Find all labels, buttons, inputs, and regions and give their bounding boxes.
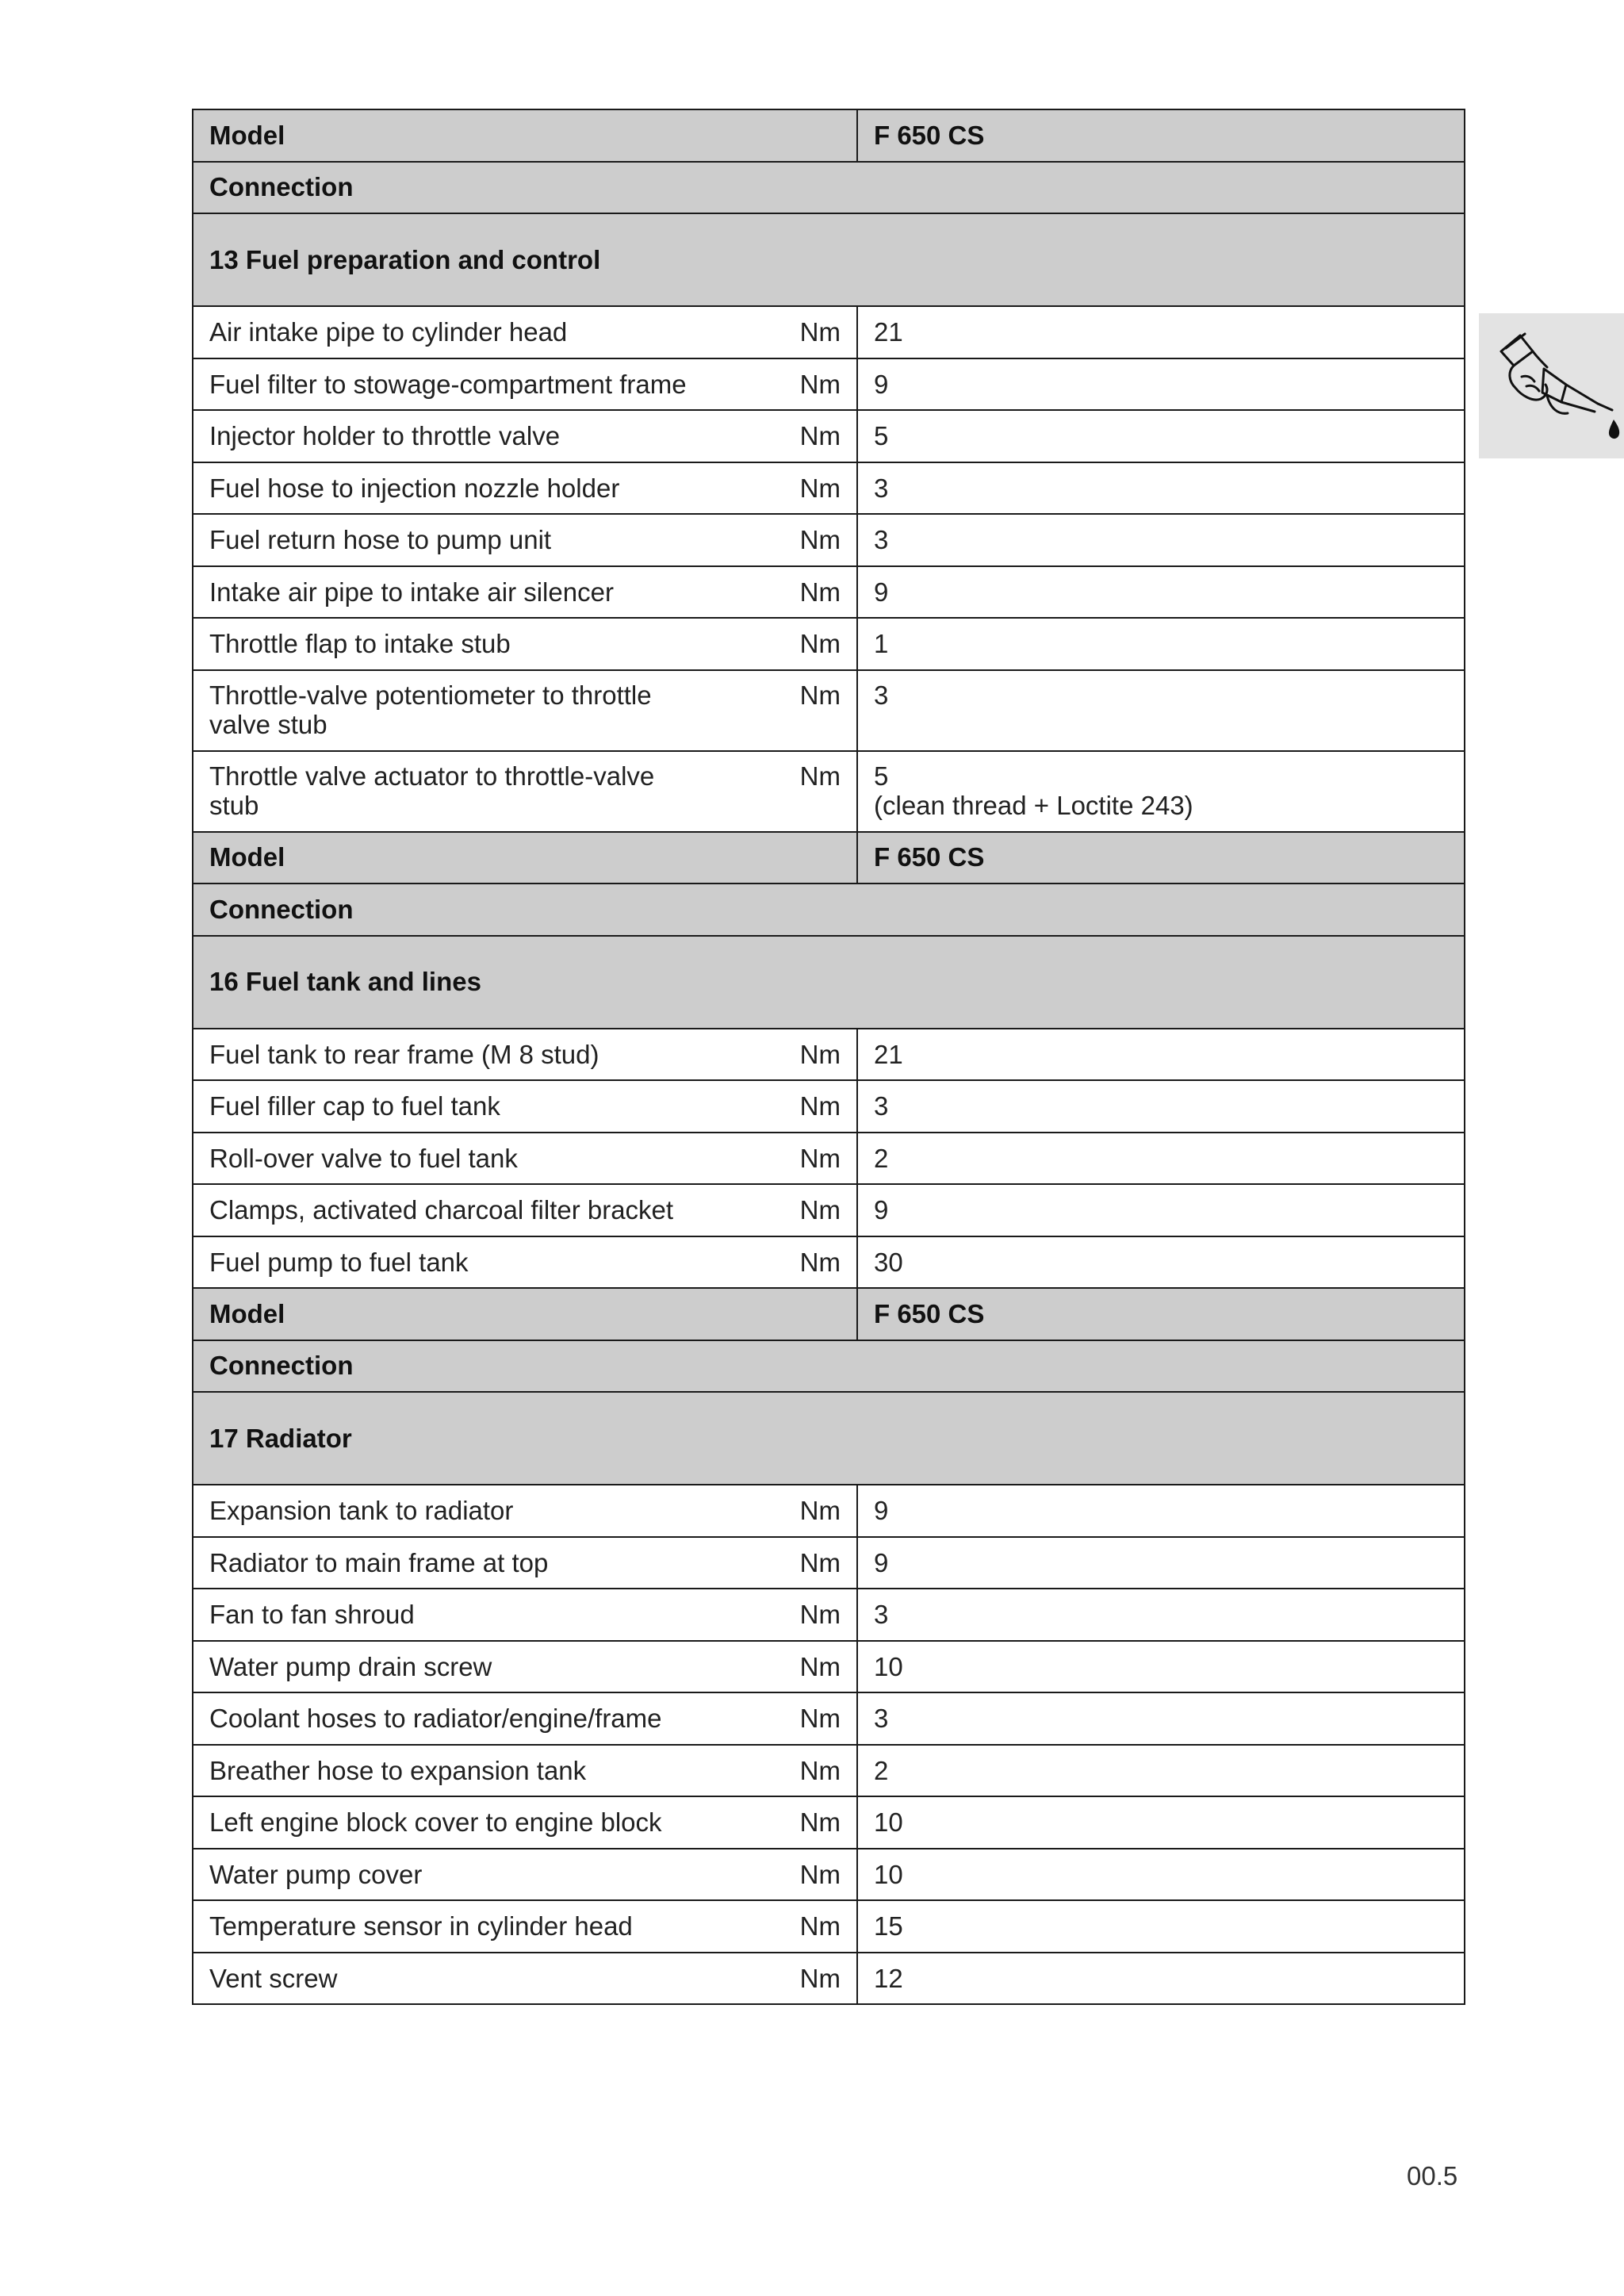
torque-unit: Nm xyxy=(799,680,841,710)
connection-header-row xyxy=(193,884,1465,936)
torque-value: 9 xyxy=(874,1496,889,1526)
torque-value: 3 xyxy=(874,1704,889,1734)
torque-value-cell xyxy=(857,1236,1465,1289)
torque-value: 3 xyxy=(874,1600,889,1630)
connection-label: Connection xyxy=(193,884,1465,936)
torque-value: 3 xyxy=(874,680,889,710)
connection-cell xyxy=(193,358,857,411)
torque-unit: Nm xyxy=(799,1963,841,1993)
table-row xyxy=(193,1692,1465,1745)
torque-value-cell xyxy=(857,1900,1465,1953)
model-header-row xyxy=(193,109,1465,162)
connection-cell xyxy=(193,1953,857,2005)
connection-description: Fuel hose to injection nozzle holder xyxy=(209,473,620,503)
section-title-row xyxy=(193,936,1465,1029)
connection-cell xyxy=(193,1796,857,1849)
torque-value: 9 xyxy=(874,369,889,399)
connection-cell xyxy=(193,1485,857,1537)
torque-value-cell xyxy=(857,410,1465,462)
connection-cell xyxy=(193,1184,857,1236)
torque-value: 3 xyxy=(874,525,889,555)
table-row xyxy=(193,751,1465,832)
table-row xyxy=(193,1796,1465,1849)
torque-value: 2 xyxy=(874,1755,889,1785)
torque-unit: Nm xyxy=(799,629,841,659)
torque-unit: Nm xyxy=(799,317,841,347)
connection-description: Fuel filler cap to fuel tank xyxy=(209,1091,500,1121)
connection-cell xyxy=(193,566,857,619)
torque-value-cell xyxy=(857,462,1465,515)
torque-value: 10 xyxy=(874,1651,903,1681)
torque-value: 5 xyxy=(874,421,889,451)
connection-description: Fuel return hose to pump unit xyxy=(209,525,552,555)
table-row xyxy=(193,1029,1465,1081)
torque-value-cell xyxy=(857,514,1465,566)
torque-value: 10 xyxy=(874,1859,903,1889)
connection-cell xyxy=(193,1849,857,1901)
connection-cell xyxy=(193,1236,857,1289)
torque-value-cell xyxy=(857,358,1465,411)
connection-cell xyxy=(193,1900,857,1953)
torque-unit: Nm xyxy=(799,473,841,503)
connection-description: Fuel pump to fuel tank xyxy=(209,1247,469,1277)
connection-label: Connection xyxy=(193,162,1465,214)
torque-value-cell xyxy=(857,1184,1465,1236)
torque-unit: Nm xyxy=(799,761,841,791)
torque-value: 9 xyxy=(874,577,889,607)
connection-cell xyxy=(193,1641,857,1693)
connection-cell xyxy=(193,670,857,751)
torque-value-cell xyxy=(857,1692,1465,1745)
table-row xyxy=(193,1236,1465,1289)
connection-description: Coolant hoses to radiator/engine/frame xyxy=(209,1704,662,1734)
connection-cell xyxy=(193,1692,857,1745)
torque-value: 9 xyxy=(874,1195,889,1225)
torque-unit: Nm xyxy=(799,577,841,607)
torque-unit: Nm xyxy=(799,1247,841,1277)
connection-description: Radiator to main frame at top xyxy=(209,1547,549,1577)
torque-unit: Nm xyxy=(799,1039,841,1069)
torque-unit: Nm xyxy=(799,1496,841,1526)
table-row xyxy=(193,306,1465,358)
model-label: Model xyxy=(193,832,857,884)
connection-description: Water pump cover xyxy=(209,1859,423,1889)
connection-cell xyxy=(193,618,857,670)
chapter-tab xyxy=(1479,313,1624,458)
connection-description: Water pump drain screw xyxy=(209,1651,492,1681)
connection-cell xyxy=(193,514,857,566)
torque-value: 1 xyxy=(874,629,889,659)
torque-unit: Nm xyxy=(799,1143,841,1173)
connection-description: Temperature sensor in cylinder head xyxy=(209,1911,633,1941)
torque-value-cell xyxy=(857,1796,1465,1849)
connection-description: Injector holder to throttle valve xyxy=(209,421,561,451)
torque-value-cell xyxy=(857,1589,1465,1641)
model-value: F 650 CS xyxy=(857,832,1465,884)
table-row xyxy=(193,1184,1465,1236)
connection-description: Fan to fan shroud xyxy=(209,1600,415,1630)
table-row xyxy=(193,514,1465,566)
connection-description: Fuel filter to stowage-compartment frame xyxy=(209,369,687,399)
connection-description: Air intake pipe to cylinder head xyxy=(209,317,568,347)
table-row xyxy=(193,1080,1465,1133)
table-row xyxy=(193,1589,1465,1641)
connection-description: Left engine block cover to engine block xyxy=(209,1807,662,1838)
connection-header-row xyxy=(193,162,1465,214)
connection-description: Throttle flap to intake stub xyxy=(209,629,511,659)
torque-unit: Nm xyxy=(799,421,841,451)
connection-cell xyxy=(193,1537,857,1589)
torque-value: 21 xyxy=(874,317,903,347)
torque-value: 12 xyxy=(874,1963,903,1993)
connection-cell xyxy=(193,1080,857,1133)
torque-table xyxy=(192,109,1465,2005)
torque-value: 10 xyxy=(874,1807,903,1838)
torque-value-cell xyxy=(857,1537,1465,1589)
model-label: Model xyxy=(193,1288,857,1340)
connection-label: Connection xyxy=(193,1340,1465,1393)
connection-cell xyxy=(193,751,857,832)
torque-value: 15 xyxy=(874,1911,903,1941)
torque-value-cell xyxy=(857,1745,1465,1797)
section-title-row xyxy=(193,213,1465,306)
table-row xyxy=(193,670,1465,751)
torque-value-cell xyxy=(857,1849,1465,1901)
torque-value-cell xyxy=(857,1953,1465,2005)
table-row xyxy=(193,1485,1465,1537)
torque-value-cell xyxy=(857,1641,1465,1693)
torque-unit: Nm xyxy=(799,1755,841,1785)
table-row xyxy=(193,1745,1465,1797)
model-value: F 650 CS xyxy=(857,109,1465,162)
torque-unit: Nm xyxy=(799,369,841,399)
connection-description: Throttle-valve potentiometer to throttle valve stub xyxy=(209,680,652,739)
connection-cell xyxy=(193,462,857,515)
model-header-row xyxy=(193,1288,1465,1340)
torque-value-cell xyxy=(857,670,1465,751)
section-title: 13 Fuel preparation and control xyxy=(193,213,1465,306)
model-value: F 650 CS xyxy=(857,1288,1465,1340)
connection-description: Clamps, activated charcoal filter bracket xyxy=(209,1195,674,1225)
connection-description: Expansion tank to radiator xyxy=(209,1496,514,1526)
page-number: 00.5 xyxy=(1407,2161,1458,2191)
table-row xyxy=(193,1641,1465,1693)
connection-cell xyxy=(193,1133,857,1185)
model-header-row xyxy=(193,832,1465,884)
connection-header-row xyxy=(193,1340,1465,1393)
torque-value-cell xyxy=(857,1029,1465,1081)
torque-unit: Nm xyxy=(799,1859,841,1889)
torque-value: 21 xyxy=(874,1039,903,1069)
torque-unit: Nm xyxy=(799,525,841,555)
torque-value: 9 xyxy=(874,1547,889,1577)
torque-unit: Nm xyxy=(799,1651,841,1681)
torque-unit: Nm xyxy=(799,1911,841,1941)
table-row xyxy=(193,618,1465,670)
section-title: 16 Fuel tank and lines xyxy=(193,936,1465,1029)
connection-description: Vent screw xyxy=(209,1963,338,1993)
table-row xyxy=(193,1537,1465,1589)
connection-cell xyxy=(193,1029,857,1081)
connection-cell xyxy=(193,1589,857,1641)
torque-value: 5 xyxy=(874,761,889,791)
torque-value-cell xyxy=(857,1080,1465,1133)
connection-cell xyxy=(193,1745,857,1797)
connection-description: Breather hose to expansion tank xyxy=(209,1755,587,1785)
connection-description: Throttle valve actuator to throttle-valve stub xyxy=(209,761,655,820)
fuel-pump-nozzle-icon xyxy=(1479,313,1624,458)
table-row xyxy=(193,1953,1465,2005)
connection-description: Intake air pipe to intake air silencer xyxy=(209,577,614,607)
torque-note: (clean thread + Loctite 243) xyxy=(874,790,1193,820)
torque-value-cell xyxy=(857,566,1465,619)
section-title-row xyxy=(193,1392,1465,1485)
torque-value: 3 xyxy=(874,1091,889,1121)
torque-value: 3 xyxy=(874,473,889,503)
table-row xyxy=(193,1900,1465,1953)
torque-unit: Nm xyxy=(799,1091,841,1121)
table-row xyxy=(193,410,1465,462)
torque-value-cell xyxy=(857,751,1465,832)
connection-cell xyxy=(193,410,857,462)
connection-description: Fuel tank to rear frame (M 8 stud) xyxy=(209,1039,599,1069)
model-label: Model xyxy=(193,109,857,162)
torque-table-body xyxy=(193,109,1465,2004)
torque-unit: Nm xyxy=(799,1807,841,1838)
torque-value: 30 xyxy=(874,1247,903,1277)
connection-description: Roll-over valve to fuel tank xyxy=(209,1143,518,1173)
torque-unit: Nm xyxy=(799,1704,841,1734)
torque-value-cell xyxy=(857,618,1465,670)
torque-unit: Nm xyxy=(799,1547,841,1577)
torque-value: 2 xyxy=(874,1143,889,1173)
torque-unit: Nm xyxy=(799,1600,841,1630)
table-row xyxy=(193,1849,1465,1901)
torque-unit: Nm xyxy=(799,1195,841,1225)
section-title: 17 Radiator xyxy=(193,1392,1465,1485)
connection-cell xyxy=(193,306,857,358)
torque-value-cell xyxy=(857,1133,1465,1185)
torque-value-cell xyxy=(857,1485,1465,1537)
torque-value-cell xyxy=(857,306,1465,358)
table-row xyxy=(193,566,1465,619)
table-row xyxy=(193,462,1465,515)
table-row xyxy=(193,1133,1465,1185)
table-row xyxy=(193,358,1465,411)
